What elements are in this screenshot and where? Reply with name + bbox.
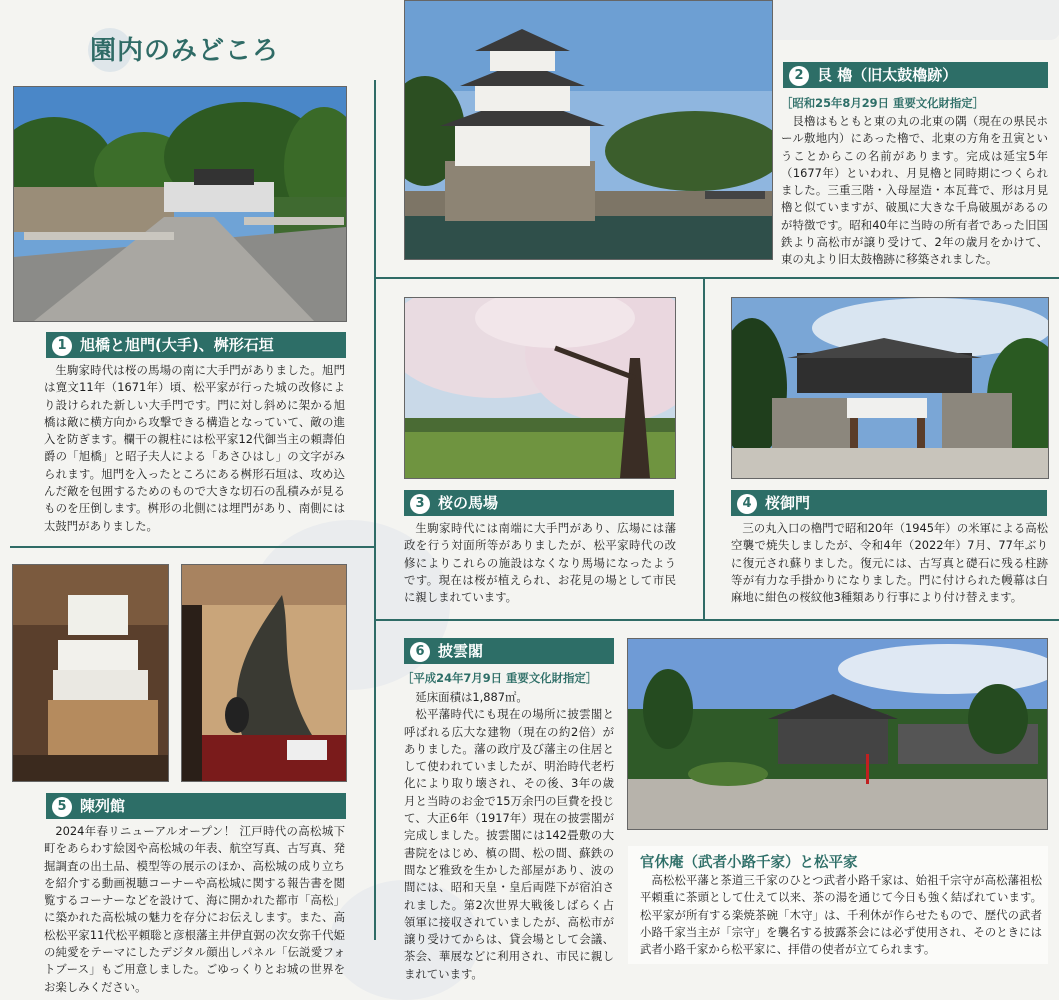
photo-hiunkaku <box>627 638 1048 830</box>
page-title: 園内のみどころ <box>90 36 280 66</box>
section-2-text: 艮櫓はもともと東の丸の北東の隅（現在の県民ホール敷地内）にあった櫓で、北東の方角を丑寅ということからこの名前があります。完成は延宝5年（1677年）といわれ、月見櫓と同時期につくられました。三重三階・入母屋造・本瓦葺で、形は月見櫓と似ていますが、破風に大きな千鳥破風があるのが特徴です。昭和40年に当時の所有者であった旧国鉄より高松市が譲り受けて、2年の歳月をかけて、東の丸より旧太鼓櫓跡に移築されました。 <box>781 114 1048 267</box>
photo-sakura-no-baba <box>404 297 676 479</box>
row-divider <box>374 619 1059 621</box>
section-4-title: 桜御門 <box>765 494 811 512</box>
section-4-heading <box>731 490 1047 516</box>
photo-sakura-gomon-gate <box>731 297 1049 479</box>
section-5-text: 2024年春リニューアルオープン！ 江戸時代の高松城下町をあらわす絵図や高松城の年表、航空写真、古写真、発掘調査の出土品、模型等の展示のほか、高松城の成り立ちを紹介する動画視聴コーナーや高松城に関する報告書を閲覧するコーナーなどを設けて、海に開かれた都市「高松」に築かれた高松城の魅力を存分にお伝えします。また、高松松平家11代松平頼聡と彦根藩主井伊直弼の次女弥千代姫の純愛をテーマにしたデジタル顔出しパネル「伝説愛フォトブース」もご用意しました。ごゆっくりとお城の世界をお楽しみください。 <box>44 824 345 994</box>
section-3-text: 生駒家時代には南端に大手門があり、広場には藩政を行う対面所等がありましたが、松平家時代の改修によりこれらの施設はなくなり馬場になったようです。現在は桜が植えられ、お花見の場として市民に親しまれています。 <box>404 521 676 605</box>
section-2-heading <box>783 62 1048 88</box>
photo-asahi-bridge <box>13 86 347 322</box>
section-6-area: 延床面積は1,887㎡。 <box>415 690 528 704</box>
section-2-number: 2 <box>789 66 809 86</box>
photo-ushitora-turret <box>404 0 773 260</box>
section-7-body <box>640 872 1042 958</box>
photo-castle-model <box>12 564 169 782</box>
section-6-designation-tag: ［平成24年7月9日 重要文化財指定］ <box>402 671 598 685</box>
section-5-number: 5 <box>52 797 72 817</box>
section-6-body <box>404 689 614 983</box>
section-5-title: 陳列館 <box>80 797 126 815</box>
section-7-title: 官休庵（武者小路千家）と松平家 <box>640 855 858 871</box>
section-1-title: 旭橋と旭門(大手)、桝形石垣 <box>80 336 274 354</box>
section-1-number: 1 <box>52 336 72 356</box>
row-divider <box>10 546 374 548</box>
section-6-number: 6 <box>410 642 430 662</box>
section-2-body <box>781 113 1048 269</box>
section-6-heading <box>404 638 614 664</box>
section-6-title: 披雲閣 <box>438 642 484 660</box>
photo-exhibit-case <box>181 564 347 782</box>
section-4-body <box>731 520 1048 606</box>
section-2-designation-tag: ［昭和25年8月29日 重要文化財指定］ <box>781 96 985 110</box>
section-3-heading <box>404 490 674 516</box>
row-divider <box>374 277 1059 279</box>
section-4-number: 4 <box>737 494 757 514</box>
section-6-text: 松平藩時代にも現在の場所に披雲閣と呼ばれる広大な建物（現在の約2倍）がありました。藩の政庁及び藩主の住居として使われていましたが、明治時代老朽化により取り壊され、その後、3年の歳月と当時のお金で15万余円の巨費を投じて、大正6年（1917年）現在の披雲閣が完成しました。披雲閣には142畳敷の大書院をはじめ、槙の間、松の間、蘇鉄の間など雅致を生かした部屋があり、波の間には、昭和天皇・皇后両陛下が宿泊されました。第2次世界大戦後しばらく占領軍に接収されていましたが、高松市が譲り受けてからは、貸会場として会議、茶会、華展などに利用され、市民に親しまれています。 <box>404 707 614 981</box>
section-1-heading <box>46 332 346 358</box>
section-1-text: 生駒家時代は桜の馬場の南に大手門がありました。旭門は寛文11年（1671年）頃、松平家が行った城の改修により設けられた新しい大手門です。門に対し斜めに架かる旭橋は敵に横方向から攻撃できる構造となっていて、敵の進入を防ぎます。欄干の親柱には松平家12代御当主の頼壽伯爵の「旭橋」と昭子夫人による「あさひはし」の文字がみられます。旭門を入ったところにある桝形石垣は、攻め込んだ敵を包囲するためのもので大きな切石の乱積みが見るものを圧倒します。桝形の北側には埋門があり、南側には太鼓門がありました。 <box>44 363 345 533</box>
section-5-body <box>44 823 345 996</box>
section-2-title: 艮 櫓（旧太鼓櫓跡） <box>817 66 958 84</box>
column-divider <box>374 80 376 940</box>
section-3-number: 3 <box>410 494 430 514</box>
section-4-text: 三の丸入口の櫓門で昭和20年（1945年）の米軍による高松空襲で焼失しましたが、令和4年（2022年）7月、77年ぶりに復元され蘇りました。復元には、古写真と礎石に残る柱跡等が有力な手掛かりになりました。門に付けられた幔幕は白麻地に紺色の桜紋他3種類あり行事により付け替えます。 <box>731 521 1048 605</box>
section-1-body <box>44 362 345 535</box>
section-5-heading <box>46 793 346 819</box>
section-3-body <box>404 520 676 606</box>
section-7-text: 高松松平藩と茶道三千家のひとつ武者小路千家は、始祖千宗守が高松藩祖松平頼重に茶頭として仕えて以来、茶の湯を通じて今日も強く結ばれています。松平家が所有する楽焼茶碗「木守」は、千利休が作らせたもので、歴代の武者小路千家当主が「宗守」を襲名する披露茶会には必ず使用され、そのときには武者小路千家から松平家に、拝借の使者が立てられます。 <box>640 873 1042 957</box>
section-3-title: 桜の馬場 <box>438 494 499 512</box>
column-divider <box>703 277 705 620</box>
